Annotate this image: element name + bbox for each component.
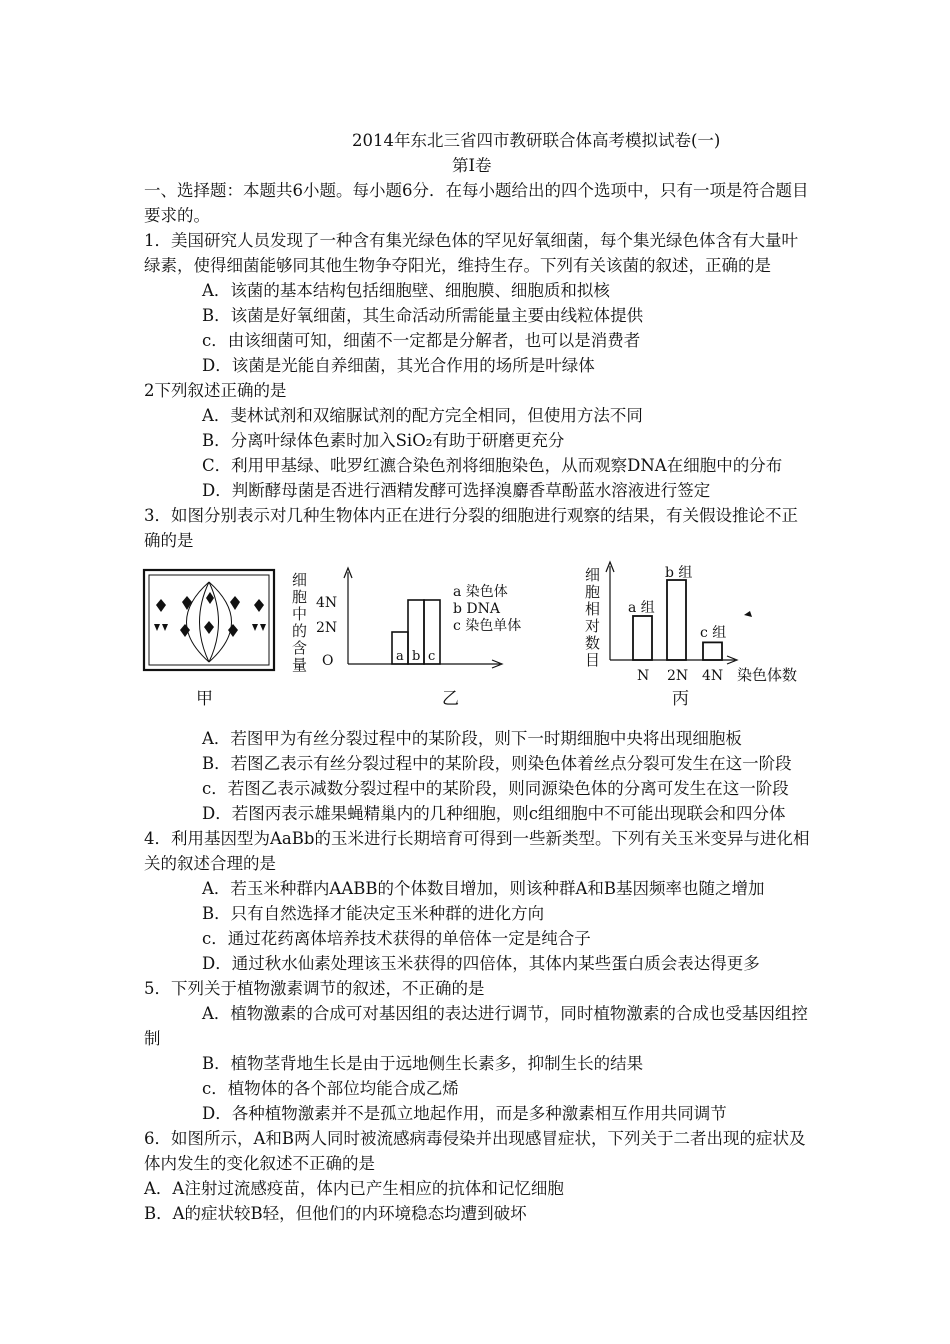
figure-jia-cell	[144, 570, 274, 670]
svg-text:中: 中	[292, 605, 308, 623]
q1-option-a: A．该菌的基本结构包括细胞壁、细胞膜、细胞质和拟核	[202, 281, 610, 300]
q3-option-c: c．若图乙表示减数分裂过程中的某阶段，则同源染色体的分离可发生在这一阶段	[202, 779, 789, 798]
yi-legend-c: c 染色单体	[453, 618, 522, 634]
q1-option-d: D．该菌是光能自养细菌，其光合作用的场所是叶绿体	[202, 356, 595, 375]
yi-tick-4n: 4N	[316, 595, 338, 611]
q4-stem-line1: 4．利用基因型为AaBb的玉米进行长期培育可得到一些新类型。下列有关玉米变异与进化相	[144, 829, 810, 848]
q3-option-d: D．若图丙表示雄果蝇精巢内的几种细胞，则c组细胞中不可能出现联会和四分体	[202, 804, 786, 823]
figure-bing-chart	[585, 562, 797, 684]
figure-yi-ylabel	[292, 571, 307, 674]
svg-text:相: 相	[585, 600, 601, 618]
bing-xtick-4n: 4N	[702, 668, 724, 684]
bing-bar-c	[703, 642, 722, 660]
q1-stem-line1: 1．美国研究人员发现了一种含有集光绿色体的罕见好氧细菌，每个集光绿色体含有大量叶	[144, 231, 798, 250]
svg-text:对: 对	[585, 617, 601, 635]
q5-option-c: c．植物体的各个部位均能合成乙烯	[202, 1079, 459, 1098]
ink-mark-icon	[744, 611, 752, 617]
bing-xtick-n: N	[637, 668, 650, 684]
q6-stem-line2: 体内发生的变化叙述不正确的是	[144, 1154, 375, 1173]
figure-bing-ylabel	[585, 566, 600, 669]
yi-legend-b: b DNA	[453, 601, 500, 617]
bing-xtick-2n: 2N	[667, 668, 689, 684]
bing-group-a: a 组	[628, 600, 655, 616]
yi-bar-label-c: c	[428, 649, 436, 664]
q4-option-a: A．若玉米种群内AABB的个体数目增加，则该种群A和B基因频率也随之增加	[202, 879, 765, 898]
q3-stem-line2: 确的是	[144, 531, 194, 550]
bing-bar-b	[667, 580, 686, 660]
q5-option-a-line2: 制	[144, 1029, 161, 1048]
figure-jia-label: 甲	[196, 689, 213, 709]
q2-option-a: A．斐林试剂和双缩脲试剂的配方完全相同，但使用方法不同	[202, 406, 643, 425]
q2-option-c: C．利用甲基绿、吡罗红瀌合染色剂将细胞染色，从而观察DNA在细胞中的分布	[202, 456, 783, 475]
q5-option-d: D．各种植物激素并不是孤立地起作用，而是多种激素相互作用共同调节	[202, 1104, 727, 1123]
yi-tick-2n: 2N	[316, 620, 338, 636]
q4-option-b: B．只有自然选择才能决定玉米种群的进化方向	[202, 904, 545, 923]
q6-option-a: A．A注射过流感疫苗，体内已产生相应的抗体和记忆细胞	[144, 1179, 564, 1198]
q1-option-c: c．由该细菌可知，细菌不一定都是分解者，也可以是消费者	[202, 331, 641, 350]
q4-stem-line2: 关的叙述合理的是	[144, 854, 276, 873]
svg-text:含: 含	[292, 639, 308, 657]
q2-stem: 2下列叙述正确的是	[144, 381, 287, 400]
svg-text:胞: 胞	[292, 588, 308, 606]
q5-stem: 5．下列关于植物激素调节的叙述，不正确的是	[144, 979, 485, 998]
q5-option-a-line1: A．植物激素的合成可对基因组的表达进行调节，同时植物激素的合成也受基因组控	[202, 1004, 808, 1023]
bing-bar-a	[633, 616, 652, 660]
q5-option-b: B．植物茎背地生长是由于远地侧生长素多，抑制生长的结果	[202, 1054, 644, 1073]
q6-stem-line1: 6．如图所示，A和B两人同时被流感病毒侵染并出现感冒症状，下列关于二者出现的症状及	[144, 1129, 806, 1148]
chromosome-icon	[156, 592, 264, 612]
svg-text:数: 数	[585, 634, 601, 652]
bing-group-c: c 组	[700, 625, 727, 641]
section-instruction-line1: 一、选择题：本题共6小题。每小题6分．在每小题给出的四个选项中，只有一项是符合题目	[144, 181, 809, 200]
q1-stem-line2: 绿素，使得细菌能够同其他生物争夺阳光，维持生存。下列有关该菌的叙述，正确的是	[144, 256, 771, 275]
exam-title: 2014年东北三省四市教研联合体高考模拟试卷(一)	[352, 131, 721, 150]
q3-stem-line1: 3．如图分别表示对几种生物体内正在进行分裂的细胞进行观察的结果，有关假设推论不正	[144, 506, 798, 525]
q4-option-c: c．通过花药离体培养技术获得的单倍体一定是纯合子	[202, 929, 591, 948]
svg-text:目: 目	[585, 651, 601, 669]
q3-option-b: B．若图乙表示有丝分裂过程中的某阶段，则染色体着丝点分裂可发生在这一阶段	[202, 754, 792, 773]
q6-option-b: B．A的症状较B轻，但他们的内环境稳态均遭到破坏	[144, 1204, 527, 1223]
yi-bar-label-a: a	[396, 649, 404, 664]
q3-figures	[140, 552, 830, 717]
section-instruction-line2: 要求的。	[144, 206, 210, 225]
svg-text:的: 的	[292, 622, 308, 640]
chromosome-icon	[154, 621, 266, 637]
volume-heading: 第Ⅰ卷	[452, 156, 492, 175]
svg-text:胞: 胞	[585, 583, 601, 601]
yi-legend-a: a 染色体	[453, 584, 508, 600]
q4-option-d: D．通过秋水仙素处理该玉米获得的四倍体，其体内某些蛋白质会表达得更多	[202, 954, 760, 973]
q3-option-a: A．若图甲为有丝分裂过程中的某阶段，则下一时期细胞中央将出现细胞板	[202, 729, 742, 748]
q2-option-b: B．分离叶绿体色素时加入SiO₂有助于研磨更充分	[202, 431, 565, 450]
figure-yi-label: 乙	[442, 689, 459, 709]
yi-tick-0: O	[322, 653, 334, 669]
figure-bing-label: 丙	[672, 689, 689, 709]
svg-text:细: 细	[292, 571, 308, 589]
q2-option-d: D．判断酵母菌是否进行酒精发酵可选择溴麝香草酚蓝水溶液进行签定	[202, 481, 711, 500]
figure-yi-chart	[292, 568, 521, 674]
bing-xlabel: 染色体数	[737, 666, 798, 684]
svg-text:细: 细	[585, 566, 601, 584]
svg-text:量: 量	[292, 656, 308, 674]
q1-option-b: B．该菌是好氧细菌，其生命活动所需能量主要由线粒体提供	[202, 306, 644, 325]
bing-group-b: b 组	[665, 565, 693, 581]
yi-bar-label-b: b	[412, 649, 421, 664]
